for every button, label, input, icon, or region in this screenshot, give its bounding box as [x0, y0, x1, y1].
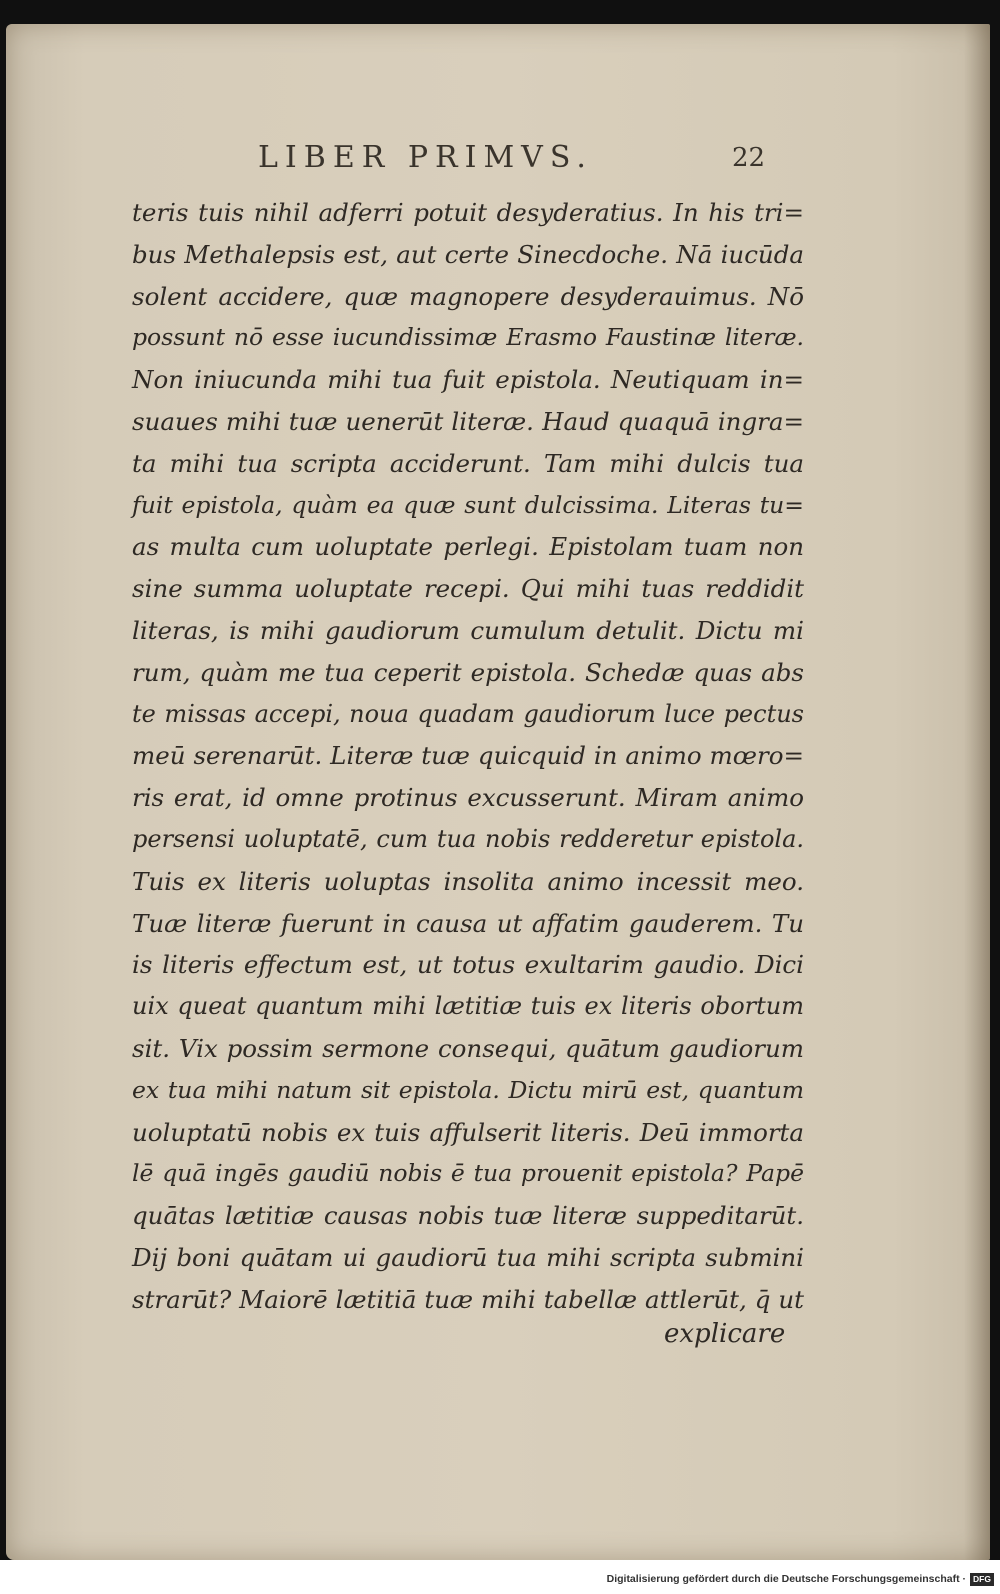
- digitization-footer: [0, 1560, 1000, 1594]
- text-line: ris erat, id omne protinus excusserunt. Miram animo: [132, 783, 804, 813]
- text-line: fuit epistola, quàm ea quæ sunt dulcissima. Literas tu=: [132, 490, 804, 519]
- page-number: 22: [732, 143, 766, 173]
- text-line: strarūt? Maiorē lætitiā tuæ mihi tabellæ attlerūt, q̄ ut: [132, 1284, 804, 1314]
- text-line: te missas accepi, noua quadam gaudiorum luce pectus: [132, 699, 804, 728]
- text-line: Non iniucunda mihi tua fuit epistola. Neutiquam in=: [132, 365, 804, 395]
- text-line: rum, quàm me tua ceperit epistola. Schedæ quas abs: [132, 657, 804, 687]
- text-line: ta mihi tua scripta acciderunt. Tam mihi dulcis tua: [132, 448, 804, 478]
- running-header: [6, 138, 990, 178]
- text-line: ex tua mihi natum sit epistola. Dictu mirū est, quantum: [132, 1075, 804, 1104]
- text-line: teris tuis nihil adferri potuit desyderatius. In his tri=: [132, 198, 804, 227]
- text-line: Dij boni quātam ui gaudiorū tua mihi scripta submini: [132, 1242, 804, 1272]
- text-line: possunt nō esse iucundissimæ Erasmo Faustinæ literæ.: [132, 323, 804, 352]
- text-line: suaues mihi tuæ uenerūt literæ. Haud quaquā ingra=: [132, 406, 804, 436]
- book-page: [6, 24, 990, 1560]
- text-line: solent accidere, quæ magnopere desyderauimus. Nō: [132, 281, 804, 311]
- text-line: meū serenarūt. Literæ tuæ quicquid in animo mœro=: [132, 741, 804, 771]
- dfg-logo-icon: DFG: [970, 1573, 994, 1586]
- text-line: lē quā ingēs gaudiū nobis ē tua prouenit epistola? Papē: [132, 1159, 804, 1188]
- text-line: as multa cum uoluptate perlegi. Epistolam tuam non: [132, 532, 804, 562]
- body-text: [132, 192, 804, 1321]
- text-line: is literis effectum est, ut totus exultarim gaudio. Dici: [132, 950, 804, 980]
- text-line: quātas lætitiæ causas nobis tuæ literæ suppeditarūt.: [132, 1201, 804, 1231]
- text-line: bus Methalepsis est, aut certe Sinecdoche. Nā iucūda: [132, 239, 804, 269]
- catchword: explicare: [664, 1319, 786, 1349]
- text-line: uoluptatū nobis ex tuis affulserit literis. Deū immorta: [132, 1117, 804, 1147]
- text-line: sine summa uoluptate recepi. Qui mihi tuas reddidit: [132, 574, 804, 604]
- funding-credit: Digitalisierung gefördert durch die Deutsche Forschungsgemeinschaft ·: [606, 1573, 966, 1585]
- text-line: literas, is mihi gaudiorum cumulum detulit. Dictu mi: [132, 615, 804, 645]
- running-title: LIBER PRIMVS.: [258, 140, 593, 175]
- text-line: Tuis ex literis uoluptas insolita animo incessit meo.: [132, 866, 804, 896]
- text-line: sit. Vix possim sermone consequi, quātum gaudiorum: [132, 1033, 804, 1063]
- text-line: uix queat quantum mihi lætitiæ tuis ex literis obortum: [132, 992, 804, 1021]
- text-line: persensi uoluptatē, cum tua nobis redderetur epistola.: [132, 824, 804, 853]
- text-line: Tuæ literæ fuerunt in causa ut affatim gauderem. Tu: [132, 908, 804, 938]
